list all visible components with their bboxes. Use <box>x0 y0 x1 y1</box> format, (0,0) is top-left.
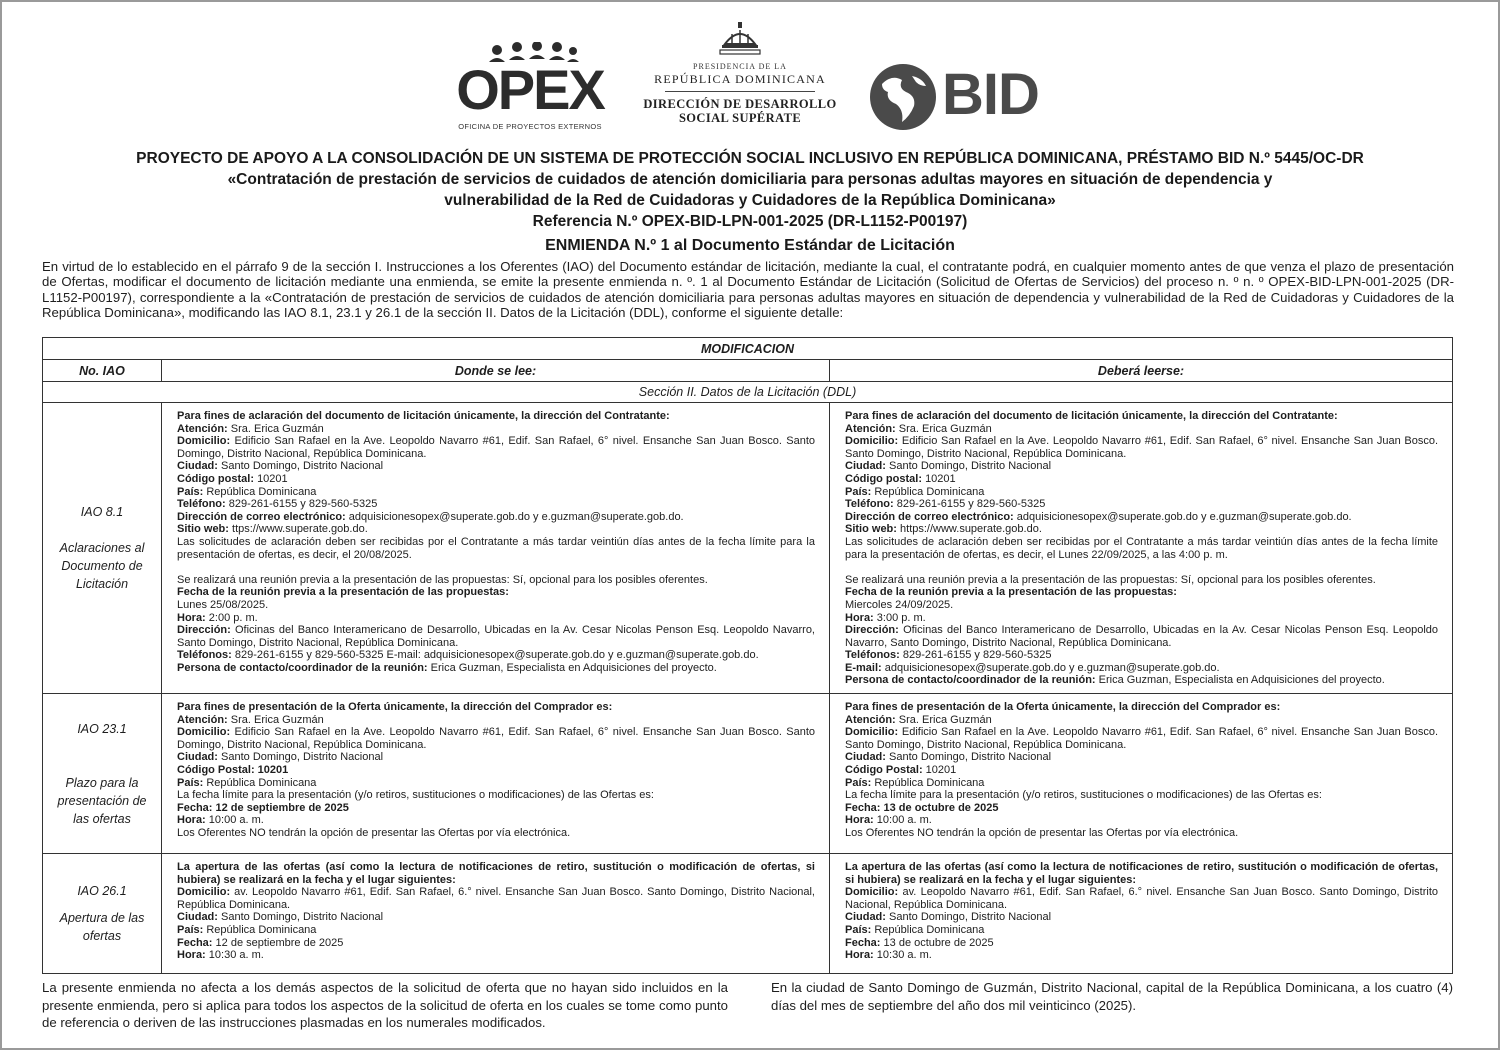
field-value: Se realizará una reunión previa a la presentación de las propuestas: Sí, opcional para los posibles oferentes. <box>845 573 1376 586</box>
field-value: Santo Domingo, Distrito Nacional <box>889 460 1052 473</box>
col-header-iao: No. IAO <box>43 360 162 382</box>
field-label: País: <box>845 924 872 937</box>
field-label: Atención: <box>177 422 228 435</box>
field-value: 13 de octubre de 2025 <box>883 936 994 949</box>
iao-cell <box>43 403 162 694</box>
table-row <box>43 694 1453 854</box>
document-heading <box>30 148 1470 256</box>
field-value: Sra. Erica Guzmán <box>898 713 992 726</box>
field-label: Domicilio: <box>177 886 231 899</box>
field-value: Santo Domingo, Distrito Nacional <box>221 460 384 473</box>
field-label: Teléfono: <box>177 498 226 511</box>
cell-intro: Para fines de presentación de la Oferta únicamente, la dirección del Comprador es: <box>177 701 613 714</box>
table-header-row <box>43 360 1453 382</box>
field-label: Fecha de la reunión previa a la presentación de las propuestas: <box>177 586 509 599</box>
field-label: Fecha de la reunión previa a la presentación de las propuestas: <box>845 586 1177 599</box>
col-header-old: Donde se lee: <box>162 360 830 382</box>
project-title: PROYECTO DE APOYO A LA CONSOLIDACIÓN DE UN SISTEMA DE PROTECCIÓN SOCIAL INCLUSIVO EN REPÚBLICA DOMINICANA, PRÉSTAMO BID N.º 5445/OC-DR <box>136 150 1364 167</box>
iao-description: presentación de <box>57 793 147 808</box>
footer-date: En la ciudad de Santo Domingo de Guzmán, Distrito Nacional, capital de la República Dominicana, a los cuatro (4) días del mes de septiembre del año dos mil veinticinco (2025). <box>771 980 1453 1013</box>
section-row <box>43 382 1453 403</box>
iao-number: IAO 26.1 <box>77 884 127 899</box>
field-value: Lunes 25/08/2025. <box>177 598 269 611</box>
field-value: La fecha límite para la presentación (y/o retiros, sustituciones o modificaciones) de las Ofertas es: <box>845 789 1322 802</box>
field-label: País: <box>177 924 204 937</box>
field-value: República Dominicana <box>206 485 317 498</box>
field-value: ttps://www.superate.gob.do. <box>232 523 368 536</box>
field-label: Hora: <box>845 611 874 624</box>
field-value: https://www.superate.gob.do. <box>900 523 1042 536</box>
field-value: Edificio San Rafael en la Ave. Leopoldo Navarro #61, Edif. San Rafael, 6° nivel. Ensanche San Juan Bosco. Santo Domingo, Distrito Nacional, República Dominicana. <box>177 435 816 460</box>
field-value: 2:00 p. m. <box>208 611 258 624</box>
new-text-cell <box>830 403 1453 694</box>
opex-logo <box>455 42 605 132</box>
globe-icon <box>868 62 938 132</box>
dome-icon <box>717 22 763 58</box>
field-value: República Dominicana <box>206 776 317 789</box>
field-value: 10:30 a. m. <box>876 949 932 962</box>
field-label: Teléfono: <box>845 498 894 511</box>
amendment-title: ENMIENDA N.º 1 al Documento Estándar de Licitación <box>545 237 955 254</box>
field-label: Hora: <box>177 814 206 827</box>
iao-description: ofertas <box>82 929 122 944</box>
cell-intro: La apertura de las ofertas (así como la lectura de notificaciones de retiro, sustitución o modificación de ofertas, si hubiera) se realizará en la fecha y el lugar siguientes: <box>845 861 1439 886</box>
field-value: República Dominicana <box>874 485 985 498</box>
field-label: Fecha: 13 de octubre de 2025 <box>845 801 999 814</box>
table-title: MODIFICACION <box>43 338 1453 360</box>
field-label: Código postal: <box>845 472 922 485</box>
field-value: Santo Domingo, Distrito Nacional <box>889 911 1052 924</box>
field-label: Hora: <box>177 949 206 962</box>
iao-number: IAO 8.1 <box>80 505 124 520</box>
opex-wordmark: OPEX <box>456 58 604 121</box>
field-label: Dirección: <box>177 624 231 637</box>
contract-title-line1: «Contratación de prestación de servicios de cuidados de atención domiciliaria para personas adultas mayores en situación de dependencia y <box>227 171 1273 188</box>
field-label: Sitio web: <box>177 523 229 536</box>
section-label: Sección II. Datos de la Licitación (DDL) <box>43 382 1453 403</box>
field-label: Ciudad: <box>177 911 218 924</box>
field-label: Fecha: 12 de septiembre de 2025 <box>177 801 349 814</box>
old-text-cell <box>162 403 830 694</box>
field-label: Persona de contacto/coordinador de la reunión: <box>845 674 1096 687</box>
field-label: Persona de contacto/coordinador de la reunión: <box>177 661 428 674</box>
field-value: 10201 <box>925 764 957 777</box>
iao-description: Documento de <box>61 559 143 574</box>
field-value: Oficinas del Banco Interamericano de Desarrollo, Ubicadas en la Av. Cesar Nicolas Penson Esq. Leopoldo Navarro, Santo Domingo, Distrito Nacional, República Dominicana. <box>845 624 1439 649</box>
cell-intro: Para fines de aclaración del documento de licitación únicamente, la dirección del Contratante: <box>845 410 1338 422</box>
old-text-cell <box>162 694 830 854</box>
field-value: Los Oferentes NO tendrán la opción de presentar las Ofertas por vía electrónica. <box>177 827 571 839</box>
field-value: 10:00 a. m. <box>876 814 932 827</box>
field-label: Fecha: <box>845 936 881 949</box>
divider <box>665 91 815 92</box>
field-value: República Dominicana <box>874 924 985 937</box>
field-label: Dirección: <box>845 624 899 637</box>
col-header-new: Deberá leerse: <box>830 360 1453 382</box>
field-value: 10:30 a. m. <box>208 949 264 962</box>
iao-description: Aclaraciones al <box>59 541 145 556</box>
field-label: Atención: <box>845 422 896 435</box>
iao-cell <box>43 854 162 974</box>
field-value: Sra. Erica Guzmán <box>230 422 324 435</box>
iao-description: Licitación <box>75 577 129 592</box>
old-text-cell <box>162 854 830 974</box>
field-label: Hora: <box>845 949 874 962</box>
field-value: Santo Domingo, Distrito Nacional <box>221 911 384 924</box>
iao-description: Plazo para la <box>65 775 139 790</box>
field-label: Domicilio: <box>845 435 899 448</box>
field-value: Erica Guzman, Especialista en Adquisiciones del proyecto. <box>430 661 717 674</box>
presidencia-label: PRESIDENCIA DE LA <box>693 62 787 71</box>
new-text-cell <box>830 694 1453 854</box>
field-label: Fecha: <box>177 936 213 949</box>
republica-label: REPÚBLICA DOMINICANA <box>654 72 826 86</box>
presidencia-logo <box>640 22 840 132</box>
field-value: Sra. Erica Guzmán <box>230 713 324 726</box>
field-value: Oficinas del Banco Interamericano de Desarrollo, Ubicadas en la Av. Cesar Nicolas Penson Esq. Leopoldo Navarro, Santo Domingo, Distrito Nacional, República Dominicana. <box>177 624 815 649</box>
field-label: Hora: <box>177 611 206 624</box>
field-value: 10:00 a. m. <box>208 814 264 827</box>
field-value: Santo Domingo, Distrito Nacional <box>221 751 384 764</box>
bid-wordmark: BID <box>942 62 1039 127</box>
direccion-line2: SOCIAL SUPÉRATE <box>678 111 802 125</box>
field-value: Edificio San Rafael en la Ave. Leopoldo Navarro #61, Edif. San Rafael, 6° nivel. Ensanche San Juan Bosco. Santo Domingo, Distrito Nacional, República Dominicana. <box>845 435 1439 460</box>
field-label: Domicilio: <box>177 726 231 739</box>
field-label: Ciudad: <box>845 911 886 924</box>
cell-intro: Para fines de presentación de la Oferta únicamente, la dirección del Comprador es: <box>845 701 1281 714</box>
field-label: País: <box>845 776 872 789</box>
table-row <box>43 403 1453 694</box>
field-value: 3:00 p. m. <box>876 611 926 624</box>
field-value: Se realizará una reunión previa a la presentación de las propuestas: Sí, opcional para los posibles oferentes. <box>177 573 708 586</box>
field-label: E-mail: <box>845 661 882 674</box>
field-value: 12 de septiembre de 2025 <box>215 936 344 949</box>
field-label: Sitio web: <box>845 523 897 536</box>
bid-logo <box>868 62 1058 132</box>
field-value: adquisicionesopex@superate.gob.do y e.guzman@superate.gob.do. <box>348 510 684 523</box>
table-title-row <box>43 338 1453 360</box>
footer-note: La presente enmienda no afecta a los demás aspectos de la solicitud de oferta que no hayan sido incluidos en la presente enmienda, pero si aplica para todos los aspectos de la solicitud de oferta en los cuales se tome como punto de referencia o deriven de las instrucciones plasmadas en los numerales modificados. <box>42 980 728 1030</box>
field-value: Las solicitudes de aclaración deben ser recibidas por el Contratante a más tardar veintiún días antes de la fecha límite para la presentación de ofertas, es decir, el Lunes 22/09/2025, a las 4:00 p. m. <box>845 535 1439 561</box>
field-value: 10201 <box>925 472 956 485</box>
field-value: Erica Guzman, Especialista en Adquisiciones del proyecto. <box>1098 674 1385 687</box>
field-label: Código Postal: 10201 <box>177 764 289 777</box>
field-value: La fecha límite para la presentación (y/o retiros, sustituciones o modificaciones) de las Ofertas es: <box>177 789 654 802</box>
field-value: 10201 <box>257 472 288 485</box>
field-value: 829-261-6155 y 829-560-5325 <box>896 498 1046 511</box>
field-value: adquisicionesopex@superate.gob.do y e.guzman@superate.gob.do. <box>884 661 1220 674</box>
new-text-cell <box>830 854 1453 974</box>
iao-description: las ofertas <box>73 811 131 826</box>
field-label: Atención: <box>845 713 896 726</box>
field-label: Atención: <box>177 713 228 726</box>
field-value: adquisicionesopex@superate.gob.do y e.guzman@superate.gob.do. <box>1016 510 1352 523</box>
field-label: Teléfonos: <box>177 649 232 662</box>
table-row <box>43 854 1453 974</box>
field-value: República Dominicana <box>874 776 985 789</box>
opex-subtitle: OFICINA DE PROYECTOS EXTERNOS <box>458 122 602 131</box>
field-label: Código Postal: <box>845 764 923 777</box>
field-value: Miercoles 24/09/2025. <box>845 598 954 611</box>
field-value: 829-261-6155 y 829-560-5325 <box>228 498 378 511</box>
field-value: Edificio San Rafael en la Ave. Leopoldo Navarro #61, Edif. San Rafael, 6° nivel. Ensanche San Juan Bosco. Santo Domingo, Distrito Nacional, República Dominicana. <box>845 726 1439 751</box>
field-label: Dirección de correo electrónico: <box>845 510 1014 523</box>
field-label: País: <box>177 485 204 498</box>
field-value: Sra. Erica Guzmán <box>898 422 992 435</box>
field-value: av. Leopoldo Navarro #61, Edif. San Rafael, 6.° nivel. Ensanche San Juan Bosco. Santo Domingo, Distrito Nacional, República Dominicana. <box>845 886 1439 911</box>
field-value: Edificio San Rafael en la Ave. Leopoldo Navarro #61, Edif. San Rafael, 6° nivel. Ensanche San Juan Bosco. Santo Domingo, Distrito Nacional, República Dominicana. <box>177 726 816 751</box>
field-label: Domicilio: <box>845 726 899 739</box>
field-value: 829-261-6155 y 829-560-5325 <box>902 649 1052 662</box>
field-label: Domicilio: <box>177 435 231 448</box>
field-label: Ciudad: <box>845 460 886 473</box>
field-label: Código postal: <box>177 472 254 485</box>
iao-number: IAO 23.1 <box>77 721 127 736</box>
field-label: Ciudad: <box>845 751 886 764</box>
field-label: País: <box>177 776 204 789</box>
reference-number: Referencia N.º OPEX-BID-LPN-001-2025 (DR-L1152-P00197) <box>532 213 968 230</box>
field-value: Santo Domingo, Distrito Nacional <box>889 751 1052 764</box>
direccion-line1: DIRECCIÓN DE DESARROLLO <box>643 97 837 111</box>
field-label: Teléfonos: <box>845 649 900 662</box>
logo-strip <box>0 22 1500 140</box>
field-label: Ciudad: <box>177 460 218 473</box>
field-label: Hora: <box>845 814 874 827</box>
field-label: Domicilio: <box>845 886 899 899</box>
contract-title-line2: vulnerabilidad de la Red de Cuidadoras y Cuidadores de la República Dominicana» <box>444 192 1056 209</box>
field-value: Las solicitudes de aclaración deben ser recibidas por el Contratante a más tardar veintiún días antes de la fecha límite para la presentación de ofertas, es decir, el 20/08/2025. <box>177 535 815 561</box>
field-value: República Dominicana <box>206 924 317 937</box>
field-value: av. Leopoldo Navarro #61, Edif. San Rafael, 6.° nivel. Ensanche San Juan Bosco. Santo Domingo, Distrito Nacional, República Dominicana. <box>177 886 815 911</box>
modification-table <box>42 337 1453 974</box>
field-label: Dirección de correo electrónico: <box>177 510 346 523</box>
field-value: 829-261-6155 y 829-560-5325 E-mail: adquisicionesopex@superate.gob.do y e.guzman@superate.gob.do. <box>234 649 759 662</box>
intro-paragraph: En virtud de lo establecido en el párrafo 9 de la sección I. Instrucciones a los Oferentes (IAO) del Documento estándar de licitación, mediante la cual, el contratante podrá, en cualquier momento antes de que venza el plazo de presentación de Ofertas, modificar el documento de licitación mediante una enmienda, se emite la presente enmienda n. º. 1 al Documento Estándar de Licitación (Solicitud de Ofertas de Servicios) del proceso n. º n. º OPEX-BID-LPN-001-2025 (DR-L1152-P00197), correspondiente a la «Contratación de prestación de servicios de cuidados de atención domiciliaria para personas adultas mayores en situación de dependencia y vulnerabilidad de la Red de Cuidadoras y Cuidadores de la República Dominicana», modificando las IAO 8.1, 23.1 y 26.1 de la sección II. Datos de la Licitación (DDL), conforme el siguiente detalle: <box>42 259 1454 321</box>
field-label: País: <box>845 485 872 498</box>
field-value: Los Oferentes NO tendrán la opción de presentar las Ofertas por vía electrónica. <box>845 827 1239 839</box>
field-label: Ciudad: <box>177 751 218 764</box>
cell-intro: Para fines de aclaración del documento de licitación únicamente, la dirección del Contratante: <box>177 410 670 422</box>
iao-description: Apertura de las <box>59 911 145 926</box>
iao-cell <box>43 694 162 854</box>
cell-intro: La apertura de las ofertas (así como la lectura de notificaciones de retiro, sustitución o modificación de ofertas, si hubiera) se realizará en la fecha y el lugar siguientes: <box>177 861 815 886</box>
